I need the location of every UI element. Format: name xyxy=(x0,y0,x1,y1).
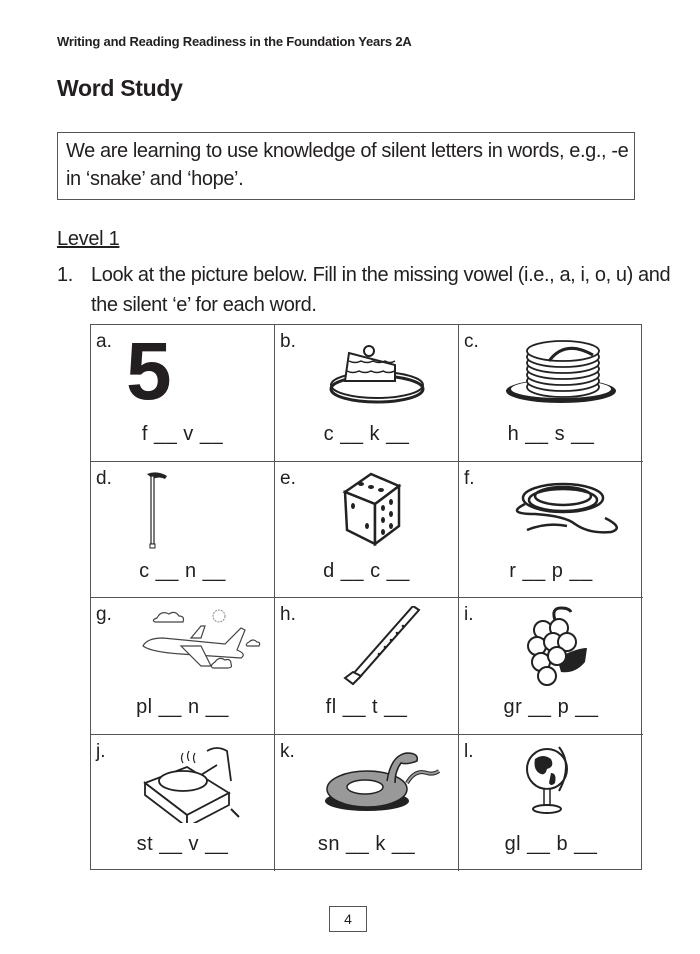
learning-objective-box: We are learning to use knowledge of silent letters in words, e.g., -e in ‘snake’ and ‘hope’. xyxy=(57,132,635,200)
item-k xyxy=(275,735,459,872)
grapes-icon xyxy=(499,606,619,686)
item-c xyxy=(459,325,643,462)
item-d xyxy=(91,462,275,599)
item-label: j. xyxy=(96,740,106,762)
question-instruction xyxy=(57,260,671,320)
globe-icon xyxy=(499,743,619,823)
item-label: b. xyxy=(280,331,296,352)
item-a xyxy=(91,325,275,462)
item-i xyxy=(459,598,643,735)
word-blank[interactable]: gr __ p __ xyxy=(503,696,599,718)
dice-icon xyxy=(315,470,435,550)
hose-icon xyxy=(499,333,619,413)
word-blank[interactable]: gl __ b __ xyxy=(504,832,598,855)
item-label: e. xyxy=(280,467,296,489)
item-f xyxy=(459,462,643,599)
item-label: g. xyxy=(96,604,112,625)
item-b xyxy=(275,325,459,462)
airplane-icon xyxy=(131,606,271,686)
word-blank[interactable]: d __ c __ xyxy=(323,559,410,582)
item-label: h. xyxy=(280,604,296,625)
word-picture-grid xyxy=(90,324,642,870)
item-label: c. xyxy=(464,331,479,352)
cake-icon xyxy=(315,333,435,413)
running-header: Writing and Reading Readiness in the Foundation Years 2A xyxy=(57,34,412,49)
question-number: 1. xyxy=(57,264,73,286)
word-blank[interactable]: c __ k __ xyxy=(323,423,410,445)
word-blank[interactable]: h __ s __ xyxy=(507,423,595,445)
item-j xyxy=(91,735,275,872)
rope-icon xyxy=(499,470,619,550)
flute-icon xyxy=(315,606,435,686)
word-blank[interactable]: pl __ n __ xyxy=(136,696,229,718)
number-five-icon: 5 xyxy=(126,326,172,417)
item-label: l. xyxy=(464,740,474,762)
level-heading: Level 1 xyxy=(57,228,120,250)
word-blank[interactable]: st __ v __ xyxy=(136,832,229,855)
question-text: Look at the picture below. Fill in the missing vowel (i.e., a, i, o, u) and the silent ‘e’ for each word. xyxy=(91,264,671,316)
item-e xyxy=(275,462,459,599)
item-h xyxy=(275,598,459,735)
word-blank[interactable]: r __ p __ xyxy=(509,559,593,582)
word-blank[interactable]: c __ n __ xyxy=(139,559,226,582)
item-l xyxy=(459,735,643,872)
page-number: 4 xyxy=(329,906,367,932)
cane-icon xyxy=(131,470,251,550)
item-label: f. xyxy=(464,467,475,489)
item-label: a. xyxy=(96,331,112,352)
word-blank[interactable]: f __ v __ xyxy=(141,423,224,445)
stove-icon xyxy=(131,743,251,823)
word-blank[interactable]: fl __ t __ xyxy=(325,696,408,718)
item-g xyxy=(91,598,275,735)
page-title: Word Study xyxy=(57,75,183,101)
item-label: k. xyxy=(280,740,295,762)
item-label: d. xyxy=(96,467,112,489)
item-label: i. xyxy=(464,604,474,625)
snake-icon xyxy=(310,743,440,823)
word-blank[interactable]: sn __ k __ xyxy=(317,832,416,855)
